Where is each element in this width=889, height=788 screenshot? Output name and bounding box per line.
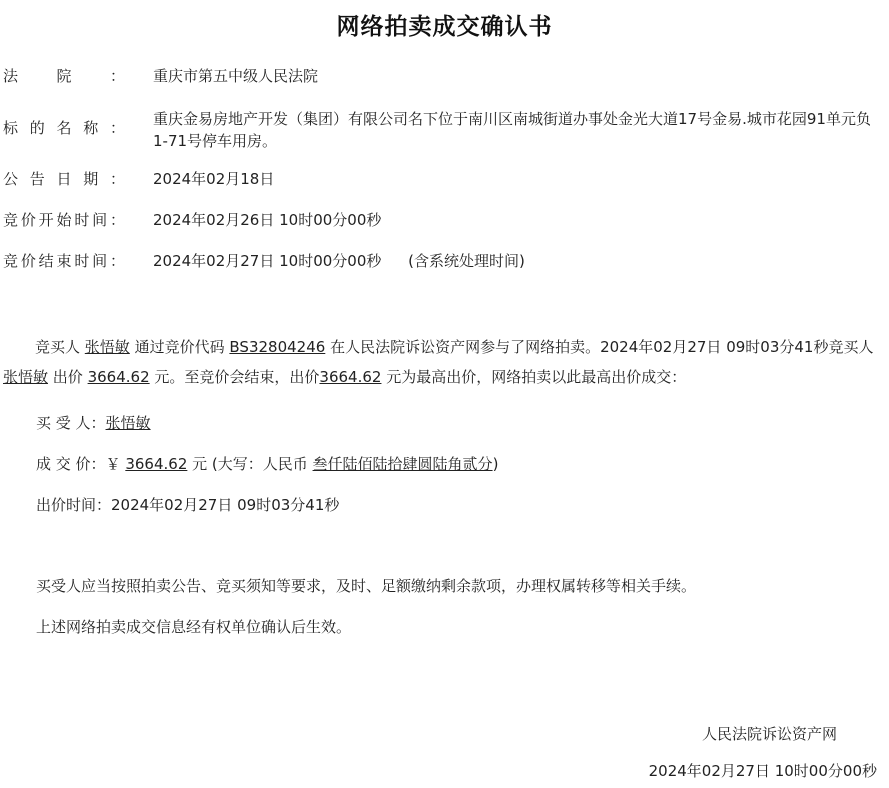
end-time-value: 2024年02月27日 10时00分00秒 (含系统处理时间): [153, 252, 525, 270]
buyer-name-link: 张悟敏: [84, 338, 130, 356]
announce-date-label: 公 告 日 期 ：: [3, 170, 125, 188]
bid-code: BS32804246: [229, 338, 326, 356]
final-price: 3664.62: [319, 368, 382, 386]
buyer-line: 买 受 人：张悟敏: [36, 414, 151, 432]
announce-date-value: 2024年02月18日: [153, 170, 275, 188]
bid-price: 3664.62: [87, 368, 150, 386]
validity-notice: 上述网络拍卖成交信息经有权单位确认后生效。: [36, 618, 352, 636]
buyer-name: 张悟敏: [105, 414, 151, 432]
start-time-value: 2024年02月26日 10时00分00秒: [153, 211, 382, 229]
auction-result-paragraph: 竞买人 张悟敏 通过竞价代码 BS32804246 在人民法院诉讼资产网参与了网络拍卖。2024年02月27日 09时03分41秒竞买人 张悟敏 出价 3664.62 元。至竞价会结束，出价3664.62 元为最高出价，网络拍卖以此最高出价成交：: [3, 338, 874, 386]
court-label: 法 院 ：: [3, 67, 125, 85]
subject-label: 标 的 名 称 ：: [3, 119, 125, 137]
end-time-note: (含系统处理时间): [408, 252, 525, 270]
signature-org: 人民法院诉讼资产网: [701, 725, 837, 743]
deal-price: 3664.62: [125, 455, 188, 473]
court-value: 重庆市第五中级人民法院: [153, 67, 319, 85]
bid-time-line: 出价时间：2024年02月27日 09时03分41秒: [36, 496, 340, 514]
subject-value: 重庆金易房地产开发（集团）有限公司名下位于南川区南城街道办事处金光大道17号金易.城市花园91单元负1-71号停车用房。: [153, 110, 871, 150]
price-in-words: 叁仟陆佰陆拾肆圆陆角贰分: [312, 455, 493, 473]
document-title: 网络拍卖成交确认书: [336, 14, 553, 40]
payment-notice: 买受人应当按照拍卖公告、竞买须知等要求，及时、足额缴纳剩余款项，办理权属转移等相关手续。: [36, 577, 697, 595]
signature-date: 2024年02月27日 10时00分00秒: [648, 762, 877, 780]
price-line: 成 交 价：￥ 3664.62 元 (大写：人民币 叁仟陆佰陆拾肆圆陆角贰分): [36, 455, 499, 473]
buyer-name-2: 张悟敏: [3, 368, 49, 386]
end-time-label: 竞 价 结 束 时 间 ：: [3, 252, 125, 270]
start-time-label: 竞 价 开 始 时 间 ：: [3, 211, 125, 229]
